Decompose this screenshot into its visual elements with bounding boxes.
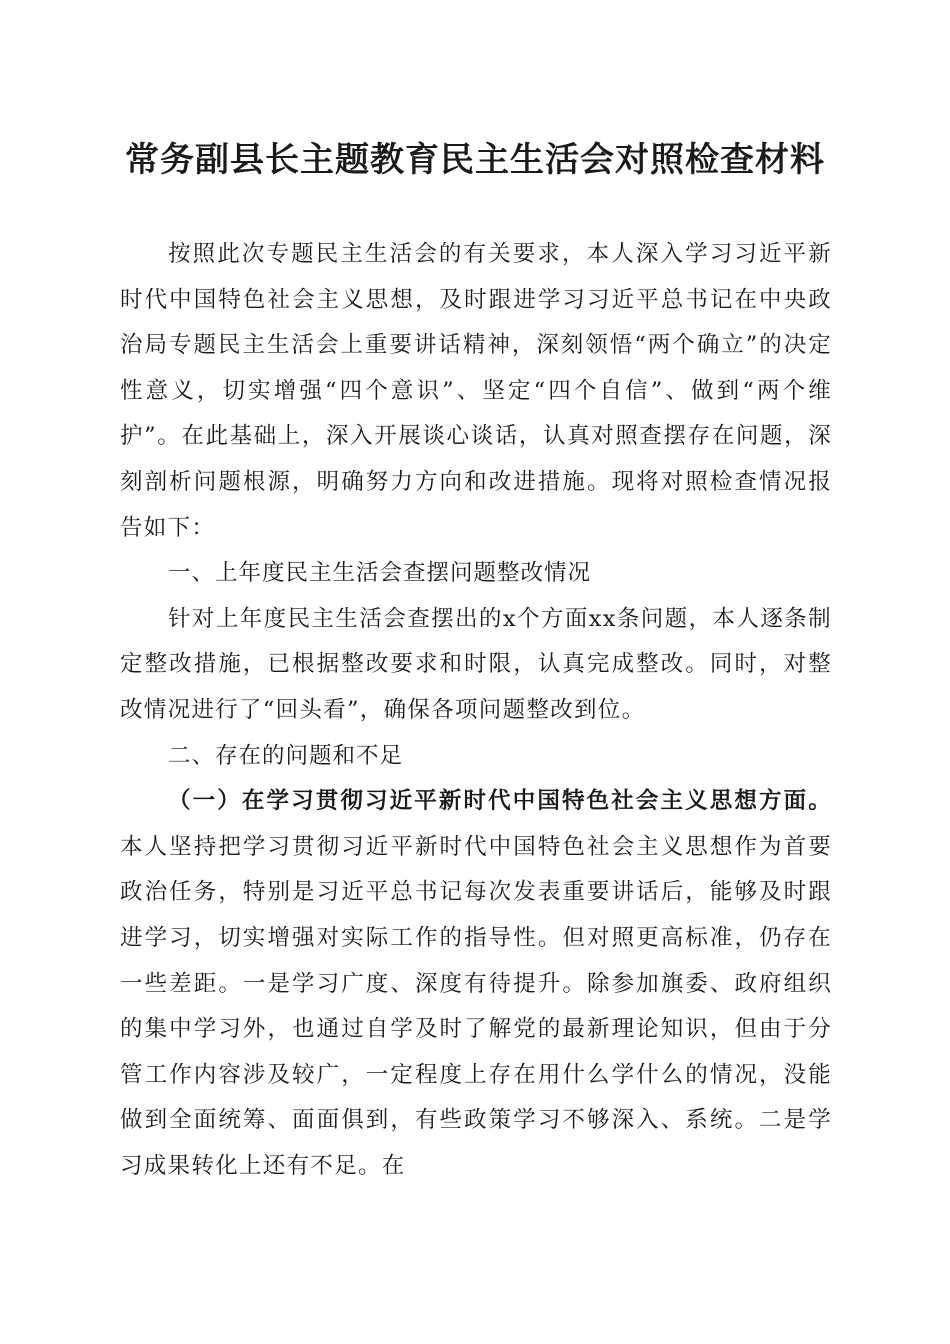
document-body: [120, 232, 832, 1189]
section-1-heading: 一、上年度民主生活会查摆问题整改情况: [168, 560, 592, 587]
document-title: 常务副县长主题教育民主生活会对照检查材料: [125, 140, 825, 180]
section-2-sub-1-paragraph: [120, 779, 832, 1189]
intro-paragraph: 按照此次专题民主生活会的有关要求，本人深入学习习近平新时代中国特色社会主义思想，及时跟进学习习近平总书记在中央政治局专题民主生活会上重要讲话精神，深刻领悟“两个确立”的决定性意义，切实增强“四个意识”、坚定“四个自信”、做到“两个维护”。在此基础上，深入开展谈心谈话，认真对照查摆存在问题，深刻剖析问题根源，明确努力方向和改进措施。现将对照检查情况报告如下：: [120, 241, 832, 541]
section-2-sub-1-text: 本人坚持把学习贯彻习近平新时代中国特色社会主义思想作为首要政治任务，特别是习近平总书记每次发表重要讲话后，能够及时跟进学习，切实增强对实际工作的指导性。但对照更高标准，仍存在一些差距。一是学习广度、深度有待提升。除参加旗委、政府组织的集中学习外，也通过自学及时了解党的最新理论知识，但由于分管工作内容涉及较广，一定程度上存在用什么学什么的情况，没能做到全面统筹、面面俱到，有些政策学习不够深入、系统。二是学习成果转化上还有不足。在: [120, 833, 832, 1179]
section-2-heading: 二、存在的问题和不足: [168, 742, 404, 769]
section-2-sub-1-heading: （一）在学习贯彻习近平新时代中国特色社会主义思想方面。: [168, 788, 832, 815]
section-1-paragraph: 针对上年度民主生活会查摆出的x个方面xx条问题，本人逐条制定整改措施，已根据整改要求和时限，认真完成整改。同时，对整改情况进行了“回头看”，确保各项问题整改到位。: [120, 605, 832, 723]
